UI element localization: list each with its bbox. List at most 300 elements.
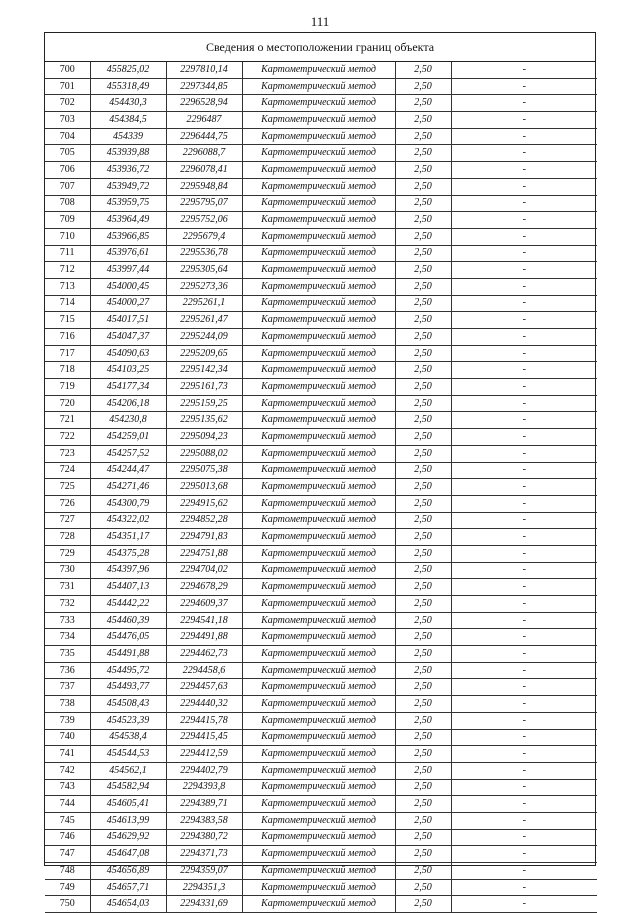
precision-cell: 2,50 xyxy=(395,863,451,880)
coord-x-cell: 453976,61 xyxy=(90,245,166,262)
coord-y-cell: 2294415,78 xyxy=(166,712,242,729)
precision-cell: 2,50 xyxy=(395,529,451,546)
description-cell: - xyxy=(451,863,597,880)
precision-cell: 2,50 xyxy=(395,596,451,613)
coord-x-cell: 454351,17 xyxy=(90,529,166,546)
description-cell: - xyxy=(451,696,597,713)
point-number-cell: 743 xyxy=(45,779,90,796)
point-number-cell: 722 xyxy=(45,429,90,446)
method-cell: Картометрический метод xyxy=(242,762,395,779)
coord-y-cell: 2296528,94 xyxy=(166,95,242,112)
table-row xyxy=(45,762,597,779)
method-cell: Картометрический метод xyxy=(242,329,395,346)
coord-x-cell: 454230,8 xyxy=(90,412,166,429)
boundary-table-frame xyxy=(44,32,596,910)
point-number-cell: 708 xyxy=(45,195,90,212)
coord-x-cell: 454657,71 xyxy=(90,879,166,896)
table-row xyxy=(45,379,597,396)
point-number-cell: 716 xyxy=(45,329,90,346)
method-cell: Картометрический метод xyxy=(242,863,395,880)
precision-cell: 2,50 xyxy=(395,278,451,295)
point-number-cell: 733 xyxy=(45,612,90,629)
table-row xyxy=(45,512,597,529)
coord-y-cell: 2296487 xyxy=(166,112,242,129)
precision-cell: 2,50 xyxy=(395,512,451,529)
point-number-cell: 724 xyxy=(45,462,90,479)
coord-y-cell: 2296078,41 xyxy=(166,162,242,179)
description-cell: - xyxy=(451,562,597,579)
method-cell: Картометрический метод xyxy=(242,462,395,479)
precision-cell: 2,50 xyxy=(395,95,451,112)
point-number-cell: 727 xyxy=(45,512,90,529)
method-cell: Картометрический метод xyxy=(242,479,395,496)
method-cell: Картометрический метод xyxy=(242,429,395,446)
coord-x-cell: 454491,88 xyxy=(90,646,166,663)
point-number-cell: 720 xyxy=(45,395,90,412)
point-number-cell: 709 xyxy=(45,212,90,229)
page-number: 111 xyxy=(310,14,330,29)
point-number-cell: 740 xyxy=(45,729,90,746)
precision-cell: 2,50 xyxy=(395,629,451,646)
table-row xyxy=(45,863,597,880)
precision-cell: 2,50 xyxy=(395,262,451,279)
precision-cell: 2,50 xyxy=(395,562,451,579)
description-cell: - xyxy=(451,712,597,729)
precision-cell: 2,50 xyxy=(395,412,451,429)
coord-y-cell: 2295161,73 xyxy=(166,379,242,396)
table-row xyxy=(45,545,597,562)
precision-cell: 2,50 xyxy=(395,162,451,179)
method-cell: Картометрический метод xyxy=(242,779,395,796)
coord-y-cell: 2294791,83 xyxy=(166,529,242,546)
description-cell: - xyxy=(451,445,597,462)
method-cell: Картометрический метод xyxy=(242,228,395,245)
coord-y-cell: 2297344,85 xyxy=(166,78,242,95)
precision-cell: 2,50 xyxy=(395,429,451,446)
description-cell: - xyxy=(451,646,597,663)
coord-x-cell: 454017,51 xyxy=(90,312,166,329)
coord-y-cell: 2294751,88 xyxy=(166,545,242,562)
table-row xyxy=(45,329,597,346)
table-row xyxy=(45,78,597,95)
coord-x-cell: 453936,72 xyxy=(90,162,166,179)
method-cell: Картометрический метод xyxy=(242,245,395,262)
precision-cell: 2,50 xyxy=(395,579,451,596)
coord-x-cell: 453949,72 xyxy=(90,178,166,195)
table-row xyxy=(45,245,597,262)
description-cell: - xyxy=(451,495,597,512)
precision-cell: 2,50 xyxy=(395,395,451,412)
table-row xyxy=(45,195,597,212)
coord-y-cell: 2294359,07 xyxy=(166,863,242,880)
coord-y-cell: 2294440,32 xyxy=(166,696,242,713)
table-row xyxy=(45,62,597,78)
coord-x-cell: 454257,52 xyxy=(90,445,166,462)
description-cell: - xyxy=(451,395,597,412)
precision-cell: 2,50 xyxy=(395,178,451,195)
description-cell: - xyxy=(451,545,597,562)
table-row xyxy=(45,128,597,145)
coord-x-cell: 454177,34 xyxy=(90,379,166,396)
description-cell: - xyxy=(451,512,597,529)
description-cell: - xyxy=(451,212,597,229)
precision-cell: 2,50 xyxy=(395,696,451,713)
description-cell: - xyxy=(451,896,597,913)
table-row xyxy=(45,529,597,546)
method-cell: Картометрический метод xyxy=(242,62,395,78)
method-cell: Картометрический метод xyxy=(242,545,395,562)
method-cell: Картометрический метод xyxy=(242,729,395,746)
coord-y-cell: 2294609,37 xyxy=(166,596,242,613)
description-cell: - xyxy=(451,879,597,896)
method-cell: Картометрический метод xyxy=(242,145,395,162)
coord-y-cell: 2295013,68 xyxy=(166,479,242,496)
table-row xyxy=(45,479,597,496)
method-cell: Картометрический метод xyxy=(242,679,395,696)
method-cell: Картометрический метод xyxy=(242,395,395,412)
table-row xyxy=(45,829,597,846)
coord-x-cell: 454000,27 xyxy=(90,295,166,312)
coord-y-cell: 2297810,14 xyxy=(166,62,242,78)
point-number-cell: 729 xyxy=(45,545,90,562)
precision-cell: 2,50 xyxy=(395,829,451,846)
coord-y-cell: 2294458,6 xyxy=(166,662,242,679)
description-cell: - xyxy=(451,662,597,679)
coord-x-cell: 454656,89 xyxy=(90,863,166,880)
precision-cell: 2,50 xyxy=(395,729,451,746)
method-cell: Картометрический метод xyxy=(242,579,395,596)
point-number-cell: 713 xyxy=(45,278,90,295)
description-cell: - xyxy=(451,228,597,245)
precision-cell: 2,50 xyxy=(395,112,451,129)
method-cell: Картометрический метод xyxy=(242,879,395,896)
table-row xyxy=(45,712,597,729)
table-row xyxy=(45,679,597,696)
coord-x-cell: 454300,79 xyxy=(90,495,166,512)
coord-x-cell: 453997,44 xyxy=(90,262,166,279)
point-number-cell: 738 xyxy=(45,696,90,713)
point-number-cell: 734 xyxy=(45,629,90,646)
method-cell: Картометрический метод xyxy=(242,746,395,763)
method-cell: Картометрический метод xyxy=(242,312,395,329)
description-cell: - xyxy=(451,596,597,613)
description-cell: - xyxy=(451,78,597,95)
point-number-cell: 714 xyxy=(45,295,90,312)
precision-cell: 2,50 xyxy=(395,62,451,78)
coord-x-cell: 454103,25 xyxy=(90,362,166,379)
table-row xyxy=(45,262,597,279)
coord-y-cell: 2295159,25 xyxy=(166,395,242,412)
precision-cell: 2,50 xyxy=(395,545,451,562)
description-cell: - xyxy=(451,579,597,596)
method-cell: Картометрический метод xyxy=(242,162,395,179)
precision-cell: 2,50 xyxy=(395,495,451,512)
method-cell: Картометрический метод xyxy=(242,529,395,546)
point-number-cell: 707 xyxy=(45,178,90,195)
method-cell: Картометрический метод xyxy=(242,195,395,212)
coord-x-cell: 454442,22 xyxy=(90,596,166,613)
point-number-cell: 749 xyxy=(45,879,90,896)
coord-y-cell: 2295752,06 xyxy=(166,212,242,229)
table-row xyxy=(45,495,597,512)
precision-cell: 2,50 xyxy=(395,796,451,813)
precision-cell: 2,50 xyxy=(395,746,451,763)
method-cell: Картометрический метод xyxy=(242,629,395,646)
method-cell: Картометрический метод xyxy=(242,178,395,195)
precision-cell: 2,50 xyxy=(395,312,451,329)
point-number-cell: 747 xyxy=(45,846,90,863)
description-cell: - xyxy=(451,729,597,746)
coord-y-cell: 2295244,09 xyxy=(166,329,242,346)
method-cell: Картометрический метод xyxy=(242,712,395,729)
description-cell: - xyxy=(451,412,597,429)
point-number-cell: 728 xyxy=(45,529,90,546)
precision-cell: 2,50 xyxy=(395,479,451,496)
description-cell: - xyxy=(451,479,597,496)
table-row xyxy=(45,95,597,112)
precision-cell: 2,50 xyxy=(395,362,451,379)
coord-x-cell: 454407,13 xyxy=(90,579,166,596)
table-row xyxy=(45,312,597,329)
point-number-cell: 746 xyxy=(45,829,90,846)
coord-y-cell: 2296444,75 xyxy=(166,128,242,145)
table-row xyxy=(45,145,597,162)
method-cell: Картометрический метод xyxy=(242,696,395,713)
coord-x-cell: 455318,49 xyxy=(90,78,166,95)
point-number-cell: 704 xyxy=(45,128,90,145)
description-cell: - xyxy=(451,312,597,329)
coord-y-cell: 2294412,59 xyxy=(166,746,242,763)
precision-cell: 2,50 xyxy=(395,646,451,663)
method-cell: Картометрический метод xyxy=(242,512,395,529)
coord-y-cell: 2295142,34 xyxy=(166,362,242,379)
coord-x-cell: 454339 xyxy=(90,128,166,145)
coordinates-table xyxy=(45,62,597,913)
point-number-cell: 725 xyxy=(45,479,90,496)
table-row xyxy=(45,596,597,613)
coord-x-cell: 453964,49 xyxy=(90,212,166,229)
coord-x-cell: 454495,72 xyxy=(90,662,166,679)
table-row xyxy=(45,295,597,312)
description-cell: - xyxy=(451,612,597,629)
coord-x-cell: 454397,96 xyxy=(90,562,166,579)
table-row xyxy=(45,846,597,863)
description-cell: - xyxy=(451,329,597,346)
table-row xyxy=(45,579,597,596)
coord-y-cell: 2295273,36 xyxy=(166,278,242,295)
point-number-cell: 735 xyxy=(45,646,90,663)
point-number-cell: 741 xyxy=(45,746,90,763)
table-row xyxy=(45,112,597,129)
coord-y-cell: 2294457,63 xyxy=(166,679,242,696)
coord-y-cell: 2294678,29 xyxy=(166,579,242,596)
table-row xyxy=(45,696,597,713)
point-number-cell: 726 xyxy=(45,495,90,512)
coord-y-cell: 2294389,71 xyxy=(166,796,242,813)
method-cell: Картометрический метод xyxy=(242,796,395,813)
precision-cell: 2,50 xyxy=(395,78,451,95)
description-cell: - xyxy=(451,112,597,129)
description-cell: - xyxy=(451,529,597,546)
description-cell: - xyxy=(451,195,597,212)
description-cell: - xyxy=(451,245,597,262)
coord-x-cell: 454375,28 xyxy=(90,545,166,562)
point-number-cell: 706 xyxy=(45,162,90,179)
table-row xyxy=(45,779,597,796)
coord-x-cell: 454259,01 xyxy=(90,429,166,446)
coord-y-cell: 2294383,58 xyxy=(166,812,242,829)
precision-cell: 2,50 xyxy=(395,329,451,346)
method-cell: Картометрический метод xyxy=(242,495,395,512)
point-number-cell: 712 xyxy=(45,262,90,279)
table-row xyxy=(45,812,597,829)
precision-cell: 2,50 xyxy=(395,896,451,913)
table-row xyxy=(45,445,597,462)
point-number-cell: 703 xyxy=(45,112,90,129)
description-cell: - xyxy=(451,796,597,813)
coord-y-cell: 2294462,73 xyxy=(166,646,242,663)
table-row xyxy=(45,879,597,896)
precision-cell: 2,50 xyxy=(395,462,451,479)
table-row xyxy=(45,629,597,646)
coord-y-cell: 2295209,65 xyxy=(166,345,242,362)
method-cell: Картометрический метод xyxy=(242,262,395,279)
precision-cell: 2,50 xyxy=(395,445,451,462)
precision-cell: 2,50 xyxy=(395,612,451,629)
point-number-cell: 750 xyxy=(45,896,90,913)
description-cell: - xyxy=(451,128,597,145)
point-number-cell: 745 xyxy=(45,812,90,829)
coord-x-cell: 454538,4 xyxy=(90,729,166,746)
precision-cell: 2,50 xyxy=(395,145,451,162)
coord-y-cell: 2295088,02 xyxy=(166,445,242,462)
coord-x-cell: 454430,3 xyxy=(90,95,166,112)
method-cell: Картометрический метод xyxy=(242,829,395,846)
description-cell: - xyxy=(451,429,597,446)
method-cell: Картометрический метод xyxy=(242,295,395,312)
point-number-cell: 705 xyxy=(45,145,90,162)
coord-x-cell: 454460,39 xyxy=(90,612,166,629)
coord-y-cell: 2294351,3 xyxy=(166,879,242,896)
coord-y-cell: 2294331,69 xyxy=(166,896,242,913)
description-cell: - xyxy=(451,812,597,829)
precision-cell: 2,50 xyxy=(395,212,451,229)
coord-y-cell: 2294915,62 xyxy=(166,495,242,512)
coord-y-cell: 2295536,78 xyxy=(166,245,242,262)
point-number-cell: 744 xyxy=(45,796,90,813)
coord-x-cell: 454523,39 xyxy=(90,712,166,729)
description-cell: - xyxy=(451,762,597,779)
precision-cell: 2,50 xyxy=(395,712,451,729)
method-cell: Картометрический метод xyxy=(242,896,395,913)
point-number-cell: 731 xyxy=(45,579,90,596)
method-cell: Картометрический метод xyxy=(242,662,395,679)
coord-y-cell: 2294371,73 xyxy=(166,846,242,863)
coord-y-cell: 2294704,02 xyxy=(166,562,242,579)
table-row xyxy=(45,612,597,629)
precision-cell: 2,50 xyxy=(395,245,451,262)
coord-x-cell: 454384,5 xyxy=(90,112,166,129)
table-row xyxy=(45,646,597,663)
description-cell: - xyxy=(451,629,597,646)
coord-x-cell: 454206,18 xyxy=(90,395,166,412)
table-row xyxy=(45,796,597,813)
point-number-cell: 715 xyxy=(45,312,90,329)
description-cell: - xyxy=(451,829,597,846)
point-number-cell: 700 xyxy=(45,62,90,78)
coordinates-table-body xyxy=(45,62,597,913)
coord-y-cell: 2295305,64 xyxy=(166,262,242,279)
method-cell: Картометрический метод xyxy=(242,212,395,229)
coord-y-cell: 2294402,79 xyxy=(166,762,242,779)
description-cell: - xyxy=(451,746,597,763)
method-cell: Картометрический метод xyxy=(242,379,395,396)
coord-x-cell: 454562,1 xyxy=(90,762,166,779)
description-cell: - xyxy=(451,846,597,863)
point-number-cell: 717 xyxy=(45,345,90,362)
table-row xyxy=(45,212,597,229)
coord-x-cell: 454493,77 xyxy=(90,679,166,696)
description-cell: - xyxy=(451,779,597,796)
point-number-cell: 701 xyxy=(45,78,90,95)
coord-y-cell: 2295135,62 xyxy=(166,412,242,429)
precision-cell: 2,50 xyxy=(395,779,451,796)
precision-cell: 2,50 xyxy=(395,762,451,779)
description-cell: - xyxy=(451,345,597,362)
table-row xyxy=(45,729,597,746)
precision-cell: 2,50 xyxy=(395,195,451,212)
precision-cell: 2,50 xyxy=(395,662,451,679)
coord-y-cell: 2294491,88 xyxy=(166,629,242,646)
method-cell: Картометрический метод xyxy=(242,362,395,379)
point-number-cell: 742 xyxy=(45,762,90,779)
coord-y-cell: 2295795,07 xyxy=(166,195,242,212)
table-row xyxy=(45,429,597,446)
coord-y-cell: 2294393,8 xyxy=(166,779,242,796)
coord-x-cell: 453939,88 xyxy=(90,145,166,162)
point-number-cell: 721 xyxy=(45,412,90,429)
table-row xyxy=(45,278,597,295)
coord-x-cell: 454322,02 xyxy=(90,512,166,529)
table-row xyxy=(45,746,597,763)
coord-y-cell: 2295094,23 xyxy=(166,429,242,446)
coord-y-cell: 2294541,18 xyxy=(166,612,242,629)
method-cell: Картометрический метод xyxy=(242,345,395,362)
table-row xyxy=(45,662,597,679)
precision-cell: 2,50 xyxy=(395,128,451,145)
method-cell: Картометрический метод xyxy=(242,95,395,112)
point-number-cell: 711 xyxy=(45,245,90,262)
description-cell: - xyxy=(451,262,597,279)
method-cell: Картометрический метод xyxy=(242,646,395,663)
point-number-cell: 719 xyxy=(45,379,90,396)
coord-y-cell: 2294380,72 xyxy=(166,829,242,846)
coord-x-cell: 453959,75 xyxy=(90,195,166,212)
point-number-cell: 702 xyxy=(45,95,90,112)
point-number-cell: 718 xyxy=(45,362,90,379)
coord-x-cell: 454000,45 xyxy=(90,278,166,295)
coord-x-cell: 454605,41 xyxy=(90,796,166,813)
table-row xyxy=(45,178,597,195)
coord-x-cell: 454476,05 xyxy=(90,629,166,646)
point-number-cell: 736 xyxy=(45,662,90,679)
table-row xyxy=(45,345,597,362)
coord-y-cell: 2295679,4 xyxy=(166,228,242,245)
precision-cell: 2,50 xyxy=(395,679,451,696)
method-cell: Картометрический метод xyxy=(242,562,395,579)
description-cell: - xyxy=(451,178,597,195)
coord-x-cell: 454047,37 xyxy=(90,329,166,346)
